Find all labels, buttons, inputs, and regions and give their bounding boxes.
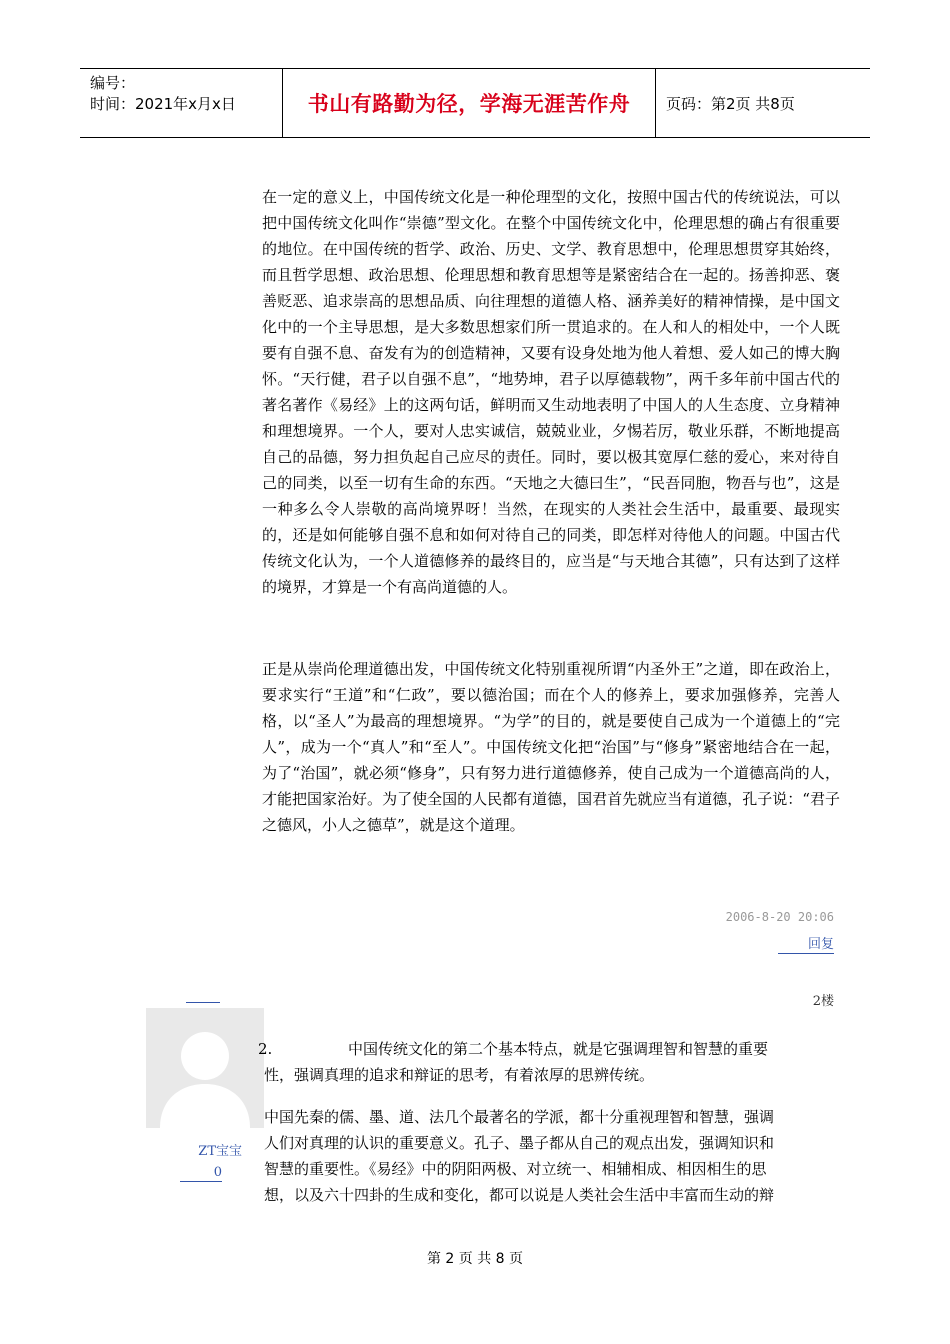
reply-link[interactable]: 回复 [778, 936, 834, 954]
post2-line-1 [258, 1036, 840, 1062]
avatar[interactable] [146, 1008, 264, 1128]
post2-line-6: 想，以及六十四卦的生成和变化，都可以说是人类社会生活中丰富而生动的辩 [264, 1186, 775, 1204]
default-user-icon [146, 1008, 264, 1128]
post2-line-2: 性，强调真理的追求和辩证的思考，有着浓厚的思辨传统。 [264, 1066, 655, 1084]
post2-floor-number: 2楼 [812, 994, 834, 1009]
page-header [80, 68, 870, 138]
header-motto: 书山有路勤为径，学海无涯苦作舟 [307, 92, 631, 116]
header-meta [80, 69, 283, 137]
post2-username[interactable]: ZT宝宝 [198, 1144, 242, 1159]
post2-link-underline[interactable] [186, 1002, 220, 1003]
paragraph-gap [264, 1088, 840, 1104]
post1-paragraph-1: 在一定的意义上，中国传统文化是一种伦理型的文化，按照中国古代的传统说法，可以把中国传统文化叫作“崇德”型文化。在整个中国传统文化中，伦理思想的确占有很重要的地位。在中国传统的哲学、政治、历史、文学、教育思想中，伦理思想贯穿其始终，而且哲学思想、政治思想、伦理思想和教育思想等是紧密结合在一起的。扬善抑恶、褒善贬恶、追求崇高的思想品质、向往理想的道德人格、涵养美好的精神情操，是中国文化中的一个主导思想，是大多数思想家们所一贯追求的。在人和人的相处中，一个人既要有自强不息、奋发有为的创造精神，又要有设身处地为他人着想、爱人如己的博大胸怀。“天行健，君子以自强不息”，“地势坤，君子以厚德载物”，两千多年前中国古代的著名著作《易经》上的这两句话，鲜明而又生动地表明了中国人的人生态度、立身精神和理想境界。一个人，要对人忠实诚信，兢兢业业，夕惕若厉，敬业乐群，不断地提高自己的品德，努力担负起自己应尽的责任。同时，要以极其宽厚仁慈的爱心，来对待自己的同类，以至一切有生命的东西。“天地之大德曰生”，“民吾同胞，物吾与也”，这是一种多么令人崇敬的高尚境界呀！当然，在现实的人类社会生活中，最重要、最现实的，还是如何能够自强不息和如何对待自己的同类，即怎样对待他人的问题。中国古代传统文化认为，一个人道德修养的最终目的，应当是“与天地合其德”，只有达到了这样的境界，才算是一个有高尚道德的人。 [262, 188, 840, 596]
post2-line-1-text: 中国传统文化的第二个基本特点，就是它强调理智和智慧的重要 [348, 1040, 769, 1058]
post2-line-4: 人们对真理的认识的重要意义。孔子、墨子都从自己的观点出发，强调知识和 [264, 1134, 775, 1152]
post2-line-5: 智慧的重要性。《易经》中的阴阳两极、对立统一、相辅相成、相因相生的思 [264, 1160, 767, 1178]
post2-content [258, 1036, 840, 1216]
header-motto-cell [283, 69, 656, 137]
page-footer: 第 2 页 共 8 页 [426, 1251, 524, 1267]
post2-item-number: 2. [258, 1040, 273, 1058]
post2-user-count[interactable]: 0 [180, 1164, 222, 1182]
header-date: 时间：2021年x月x日 [90, 95, 236, 113]
post1-timestamp: 2006-8-20 20:06 [725, 910, 834, 924]
post1-paragraph-2: 正是从崇尚伦理道德出发，中国传统文化特别重视所谓“内圣外王”之道，即在政治上，要求实行“王道”和“仁政”，要以德治国；而在个人的修养上，要求加强修养，完善人格，以“圣人”为最高的理想境界。“为学”的目的，就是要使自己成为一个道德上的“完人”，成为一个“真人”和“至人”。中国传统文化把“治国”与“修身”紧密地结合在一起，为了“治国”，就必须“修身”，只有努力进行道德修养，使自己成为一个道德高尚的人，才能把国家治好。为了使全国的人民都有道德，国君首先就应当有道德，孔子说：“君子之德风，小人之德草”，就是这个道理。 [262, 660, 840, 834]
post2-line-3: 中国先秦的儒、墨、道、法几个最著名的学派，都十分重视理智和智慧，强调 [264, 1108, 775, 1126]
header-page-info: 页码：第2页 共8页 [666, 94, 795, 113]
header-number: 编号： [90, 74, 136, 92]
